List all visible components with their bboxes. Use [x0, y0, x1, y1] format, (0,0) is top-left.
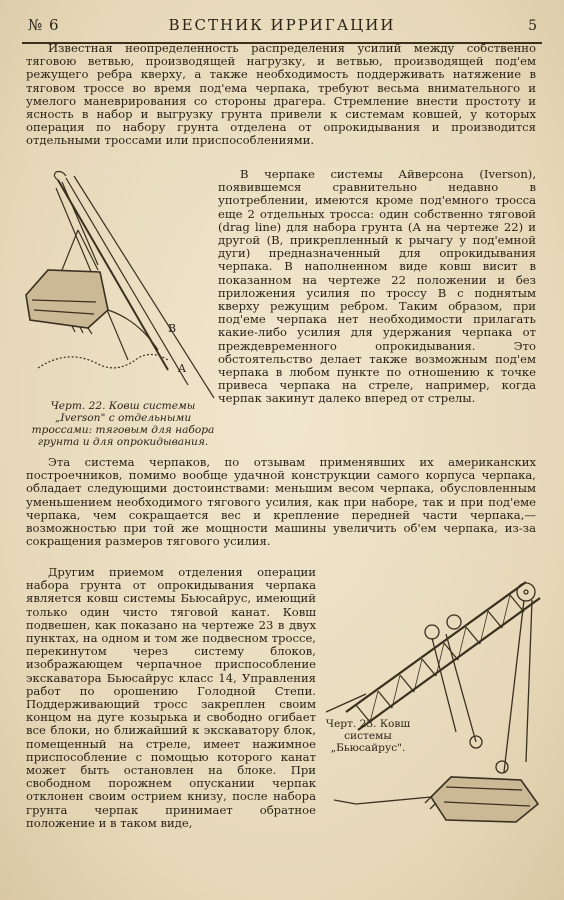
figure-22-drawing — [18, 170, 218, 400]
figure-23-drawing — [326, 572, 548, 834]
figure-23-caption: Черт. 23. Ковш системы „Бьюсайрус". — [325, 718, 411, 754]
issue-number: № 6 — [28, 16, 60, 34]
figure-22-label-a: A — [178, 362, 186, 375]
paragraph-intro: Известная неопределенность распределения усилий между собственно тяговою ветвью, производящей нагрузку, и ветвью, производящей под'ем режущего ребра кверху, а также необходимость поддерживать натяжение в тяговом троссе во время под'ема черпака, требуют весьма внимательного и умелого маневрирования со стороны драгера. Стремление внести простоту и ясность в набор и выгрузку грунта привели к системам ковшей, у которых операция по набору грунта отделена от опрокидывания и производится отдельными троссами или приспособлениями. — [26, 41, 536, 148]
figure-22-label-b: B — [168, 322, 177, 335]
page-header — [22, 6, 542, 42]
page-number: 5 — [528, 18, 538, 34]
paragraph-advantages: Эта система черпаков, по отзывам применявших их американских построечников, помимо вообще удачной конструкции самого корпуса черпака, обладает следующими достоинствами: меньшим весом черпака, обусловленным уменьшением необходимого тягового усилия, как при наборе, так и при под'еме черпака, чем сокращается вес и крепление передней части черпака,—возможностью при той же мощности машины увеличить об'ем черпака, из-за сокращения размеров тягового усилия. — [26, 455, 536, 549]
journal-title: ВЕСТНИК ИРРИГАЦИИ — [168, 16, 396, 34]
figure-22-caption: Черт. 22. Ковш системы „Iverson" с отдельными троссами: тяговым для набора грунта и для опрокидывания. — [31, 400, 215, 448]
paragraph-bucyrus: Другим приемом отделения операции набора грунта от опрокидывания черпака является ковш системы Бьюсайрус, имеющий только один чисто тяговой канат. Ковш подвешен, как показано на чертеже 23 в двух пунктах, на одном и том же подвесном троссе, перекинутом через систему блоков, изображающем черпачное приспособление экскаватора Бьюсайрус класс 14, Управления работ по орошению Голодной Степи. Поддерживающий тросс закреплен своим концом на дуге козырька и свободно огибает все блоки, но ближайший к экскаватору блок, помещенный на стреле, имеет нажимное приспособление с помощью которого канат может быть остановлен на блоке. При свободном порожнем опускании черпак отклонен своим острием книзу, после набора грунта черпак принимает обратное положение и в таком виде, — [26, 565, 316, 830]
paragraph-iverson: В черпаке системы Айверсона (Iverson), появившемся сравнительно недавно в употреблении, имеются кроме под'емного тросса еще 2 отдельных тросса: один собственно тяговой (drag line) для набора грунта (А на чертеже 22) и другой (В, прикрепленный к рычагу у под'емной дуги) предназначенный для опрокидывания черпака. В наполненном виде ковш висит в показанном на чертеже 22 положении и без приложения усилия по троссу В с поднятым кверху режущим ребром. Таким образом, при под'еме черпака нет необходимости прилагать какие-либо усилия для удержания черпака от преждевременного опрокидывания. Это обстоятельство делает также возможным под'ем черпака в любом пункте по отношению к точке привеса черпака на стреле, например, когда черпак закинут далеко вперед от стрелы. — [218, 167, 536, 406]
